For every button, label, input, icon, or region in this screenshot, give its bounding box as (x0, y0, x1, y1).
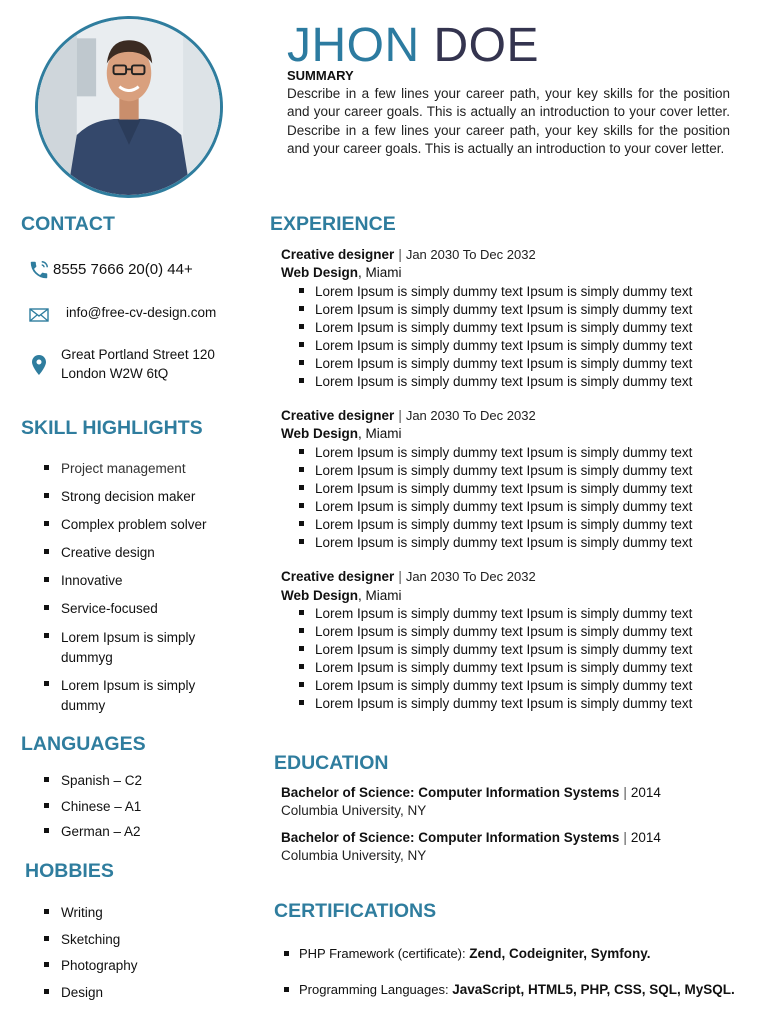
cert-value: Zend, Codeigniter, Symfony. (469, 946, 651, 961)
list-item: Sketching (61, 931, 241, 958)
summary-heading: SUMMARY (287, 68, 354, 83)
list-item: Innovative (61, 572, 241, 600)
job-bullets (315, 283, 692, 391)
hobbies-heading: HOBBIES (25, 860, 114, 882)
degree-name: Bachelor of Science: Computer Information Systems (281, 785, 620, 800)
list-item: Lorem Ipsum is simply dummy text Ipsum is simply dummy text (315, 696, 693, 711)
skills-list (61, 460, 241, 716)
last-name: DOE (433, 19, 540, 72)
job-bullets (315, 605, 692, 713)
education-school: Columbia University, NY (281, 848, 427, 863)
job-role: Creative designer (281, 247, 395, 262)
company-name: Web Design (281, 426, 359, 441)
job-title (281, 569, 536, 584)
job-dates: Jan 2030 To Dec 2032 (405, 247, 536, 262)
list-item: Lorem Ipsum is simply dummy text Ipsum is simply dummy text (315, 624, 693, 639)
list-item: Complex problem solver (61, 516, 241, 544)
list-item: Lorem Ipsum is simply dummy text Ipsum is simply dummy text (315, 606, 693, 621)
address-line-2: London W2W 6tQ (61, 366, 169, 381)
education-degree (281, 785, 661, 800)
candidate-name (287, 18, 539, 74)
education-degree (281, 830, 661, 845)
phone-number[interactable]: 8555 7666 20(0) 44+ (53, 261, 193, 278)
job-company (281, 588, 402, 603)
list-item: Lorem Ipsum is simply dummy text Ipsum is simply dummy text (315, 660, 693, 675)
degree-name: Bachelor of Science: Computer Information Systems (281, 830, 620, 845)
list-item: Creative design (61, 544, 241, 572)
list-item (299, 946, 735, 982)
education-heading: EDUCATION (274, 752, 389, 774)
list-item: Chinese – A1 (61, 798, 241, 824)
phone-icon (28, 259, 50, 286)
job-company (281, 426, 402, 441)
list-item: Lorem Ipsum is simply dummy text Ipsum is simply dummy text (315, 481, 693, 496)
email-address[interactable]: info@free-cv-design.com (66, 305, 217, 320)
list-item: Spanish – C2 (61, 772, 241, 798)
list-item: Service-focused (61, 600, 241, 628)
company-location: , Miami (358, 426, 402, 441)
summary-text: Describe in a few lines your career path, your key skills for the position and your career goals. This is actually an introduction to your cover letter. Describe in a few lines your career path, your key skills for the position and your career goals. This is actually an introduction to your cover letter. (287, 86, 730, 156)
list-item: Lorem Ipsum is simply dummy text Ipsum is simply dummy text (315, 284, 693, 299)
company-location: , Miami (358, 265, 402, 280)
job-separator: | (398, 569, 402, 584)
list-item: Lorem Ipsum is simply dummy text Ipsum is simply dummy text (315, 517, 693, 532)
languages-list (61, 772, 241, 849)
job-role: Creative designer (281, 569, 395, 584)
list-item: Writing (61, 904, 241, 931)
list-item: Lorem Ipsum is simply dummy text Ipsum is simply dummy text (315, 356, 693, 371)
degree-year: 2014 (630, 785, 661, 800)
contact-heading: CONTACT (21, 213, 115, 235)
list-item (299, 982, 735, 997)
hobbies-list (61, 904, 241, 1010)
job-title (281, 408, 536, 423)
job-company (281, 265, 402, 280)
cert-label: Programming Languages: (299, 982, 453, 997)
job-role: Creative designer (281, 408, 395, 423)
job-separator: | (398, 247, 402, 262)
list-item: Lorem Ipsum is simply dummy text Ipsum is simply dummy text (315, 463, 693, 478)
map-pin-icon (32, 355, 46, 380)
job-separator: | (398, 408, 402, 423)
list-item: Lorem Ipsum is simply dummy text Ipsum is simply dummy text (315, 374, 693, 389)
education-school: Columbia University, NY (281, 803, 427, 818)
envelope-icon (29, 307, 49, 328)
list-item: Project management (61, 460, 241, 488)
degree-separator: | (623, 785, 627, 800)
certifications-list (299, 946, 735, 997)
list-item: Lorem Ipsum is simply dummy text Ipsum is simply dummy text (315, 338, 693, 353)
company-name: Web Design (281, 265, 359, 280)
job-dates: Jan 2030 To Dec 2032 (405, 408, 536, 423)
degree-year: 2014 (630, 830, 661, 845)
job-bullets (315, 444, 692, 552)
address-line-1: Great Portland Street 120 (61, 347, 215, 362)
company-name: Web Design (281, 588, 359, 603)
cert-value: JavaScript, HTML5, PHP, CSS, SQL, MySQL. (452, 982, 735, 997)
languages-heading: LANGUAGES (21, 733, 146, 755)
list-item: Lorem Ipsum is simply dummy text Ipsum is simply dummy text (315, 302, 693, 317)
job-title (281, 247, 536, 262)
person-portrait-icon (38, 19, 220, 195)
list-item: German – A2 (61, 823, 241, 849)
list-item: Lorem Ipsum is simply dummy text Ipsum is simply dummy text (315, 642, 693, 657)
list-item: Lorem Ipsum is simply dummy text Ipsum is simply dummy text (315, 499, 693, 514)
list-item: Lorem Ipsum is simply dummy (61, 676, 211, 716)
list-item: Strong decision maker (61, 488, 241, 516)
list-item: Lorem Ipsum is simply dummy text Ipsum is simply dummy text (315, 535, 693, 550)
list-item: Lorem Ipsum is simply dummy text Ipsum is simply dummy text (315, 320, 693, 335)
profile-photo (35, 16, 223, 198)
cert-label: PHP Framework (certificate): (299, 946, 470, 961)
experience-heading: EXPERIENCE (270, 213, 396, 235)
company-location: , Miami (358, 588, 402, 603)
job-dates: Jan 2030 To Dec 2032 (405, 569, 536, 584)
certifications-heading: CERTIFICATIONS (274, 900, 437, 922)
degree-separator: | (623, 830, 627, 845)
list-item: Lorem Ipsum is simply dummy text Ipsum is simply dummy text (315, 678, 693, 693)
list-item: Photography (61, 957, 241, 984)
skills-heading: SKILL HIGHLIGHTS (21, 417, 203, 439)
list-item: Lorem Ipsum is simply dummyg (61, 628, 211, 676)
list-item: Lorem Ipsum is simply dummy text Ipsum is simply dummy text (315, 445, 693, 460)
first-name: JHON (287, 19, 420, 72)
list-item: Design (61, 984, 241, 1011)
